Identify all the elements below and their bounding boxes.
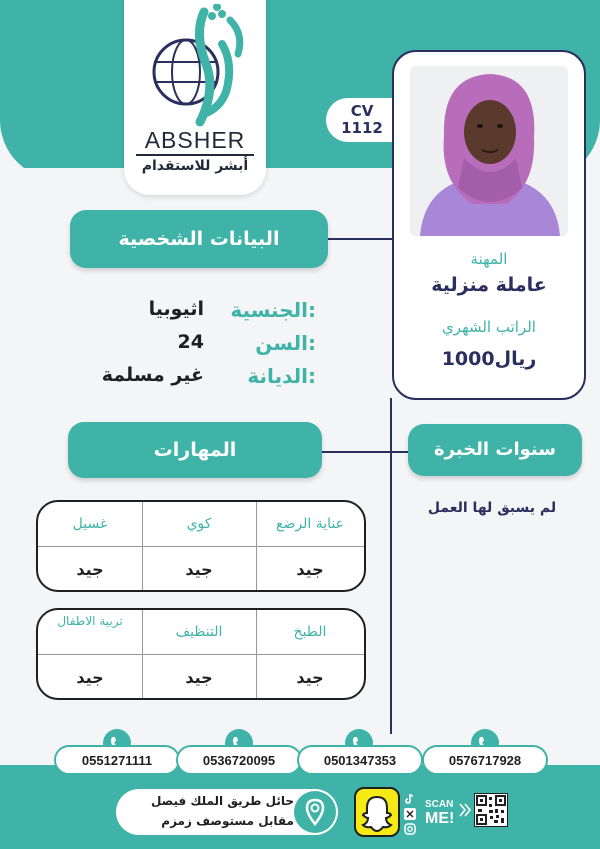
skill-header: عناية الرضع (276, 516, 344, 532)
qr-code-icon[interactable] (474, 793, 508, 827)
skill-header: تربية الاطفال (57, 614, 123, 628)
cv-number: 1112 (341, 119, 383, 137)
profession-value: عاملة منزلية (431, 274, 547, 296)
religion-value: غير مسلمة (101, 364, 204, 386)
skills-table-2 (36, 608, 366, 700)
experience-heading: سنوات الخبرة (408, 424, 582, 476)
instagram-icon[interactable] (404, 820, 416, 832)
salary-label: الراتب الشهري (442, 318, 536, 336)
skill-rating: جيد (296, 668, 324, 687)
skill-rating: جيد (296, 560, 324, 579)
address-line-2: مقابل مستوصف زمزم (161, 814, 294, 828)
tiktok-icon[interactable] (404, 790, 416, 802)
skill-header: الطبخ (293, 624, 327, 640)
skill-rating: جيد (76, 560, 104, 579)
skill-rating: جيد (185, 560, 213, 579)
nationality-label: الجنسية: (230, 298, 316, 322)
phone-number[interactable]: 0576717928 (422, 745, 548, 775)
cv-label: CV (350, 102, 374, 120)
religion-label: الديانة: (247, 364, 316, 388)
age-value: 24 (177, 331, 204, 353)
age-label: السن: (255, 331, 316, 355)
profile-card (392, 50, 586, 400)
profile-photo (410, 66, 568, 236)
age-row (56, 331, 316, 359)
skill-header: كوي (186, 516, 212, 532)
logo-card (124, 0, 266, 195)
personal-data-heading: البيانات الشخصية (70, 210, 328, 268)
skills-heading: المهارات (68, 422, 322, 478)
x-icon[interactable] (404, 805, 416, 817)
religion-row (56, 364, 316, 392)
phone-number[interactable]: 0501347353 (297, 745, 423, 775)
salary-value: 1000ريال (441, 348, 537, 370)
skill-rating: جيد (76, 668, 104, 687)
skills-table-1 (36, 500, 366, 592)
address-line-1: حائل طريق الملك فيصل (150, 794, 294, 808)
cv-number-tag (326, 98, 398, 142)
absher-logo-emblem (134, 4, 256, 128)
chevron-right-icon (458, 802, 472, 818)
nationality-row (56, 298, 316, 326)
phone-number[interactable]: 0551271111 (54, 745, 180, 775)
scan-me-label: SCAN ME! (425, 799, 455, 827)
profession-label: المهنة (470, 250, 508, 268)
skill-header: التنظيف (175, 624, 223, 640)
snapchat-icon[interactable] (354, 787, 400, 837)
skill-rating: جيد (185, 668, 213, 687)
skill-header: غسيل (72, 516, 108, 532)
address (116, 791, 294, 831)
location-pin-icon[interactable] (294, 791, 336, 833)
phone-number[interactable]: 0536720095 (176, 745, 302, 775)
nationality-value: اثيوبيا (148, 298, 204, 320)
logo-text-en: ABSHER (144, 127, 246, 153)
logo-text-ar: أبشر للاستقدام (141, 158, 249, 174)
experience-value: لم يسبق لها العمل (427, 500, 557, 516)
